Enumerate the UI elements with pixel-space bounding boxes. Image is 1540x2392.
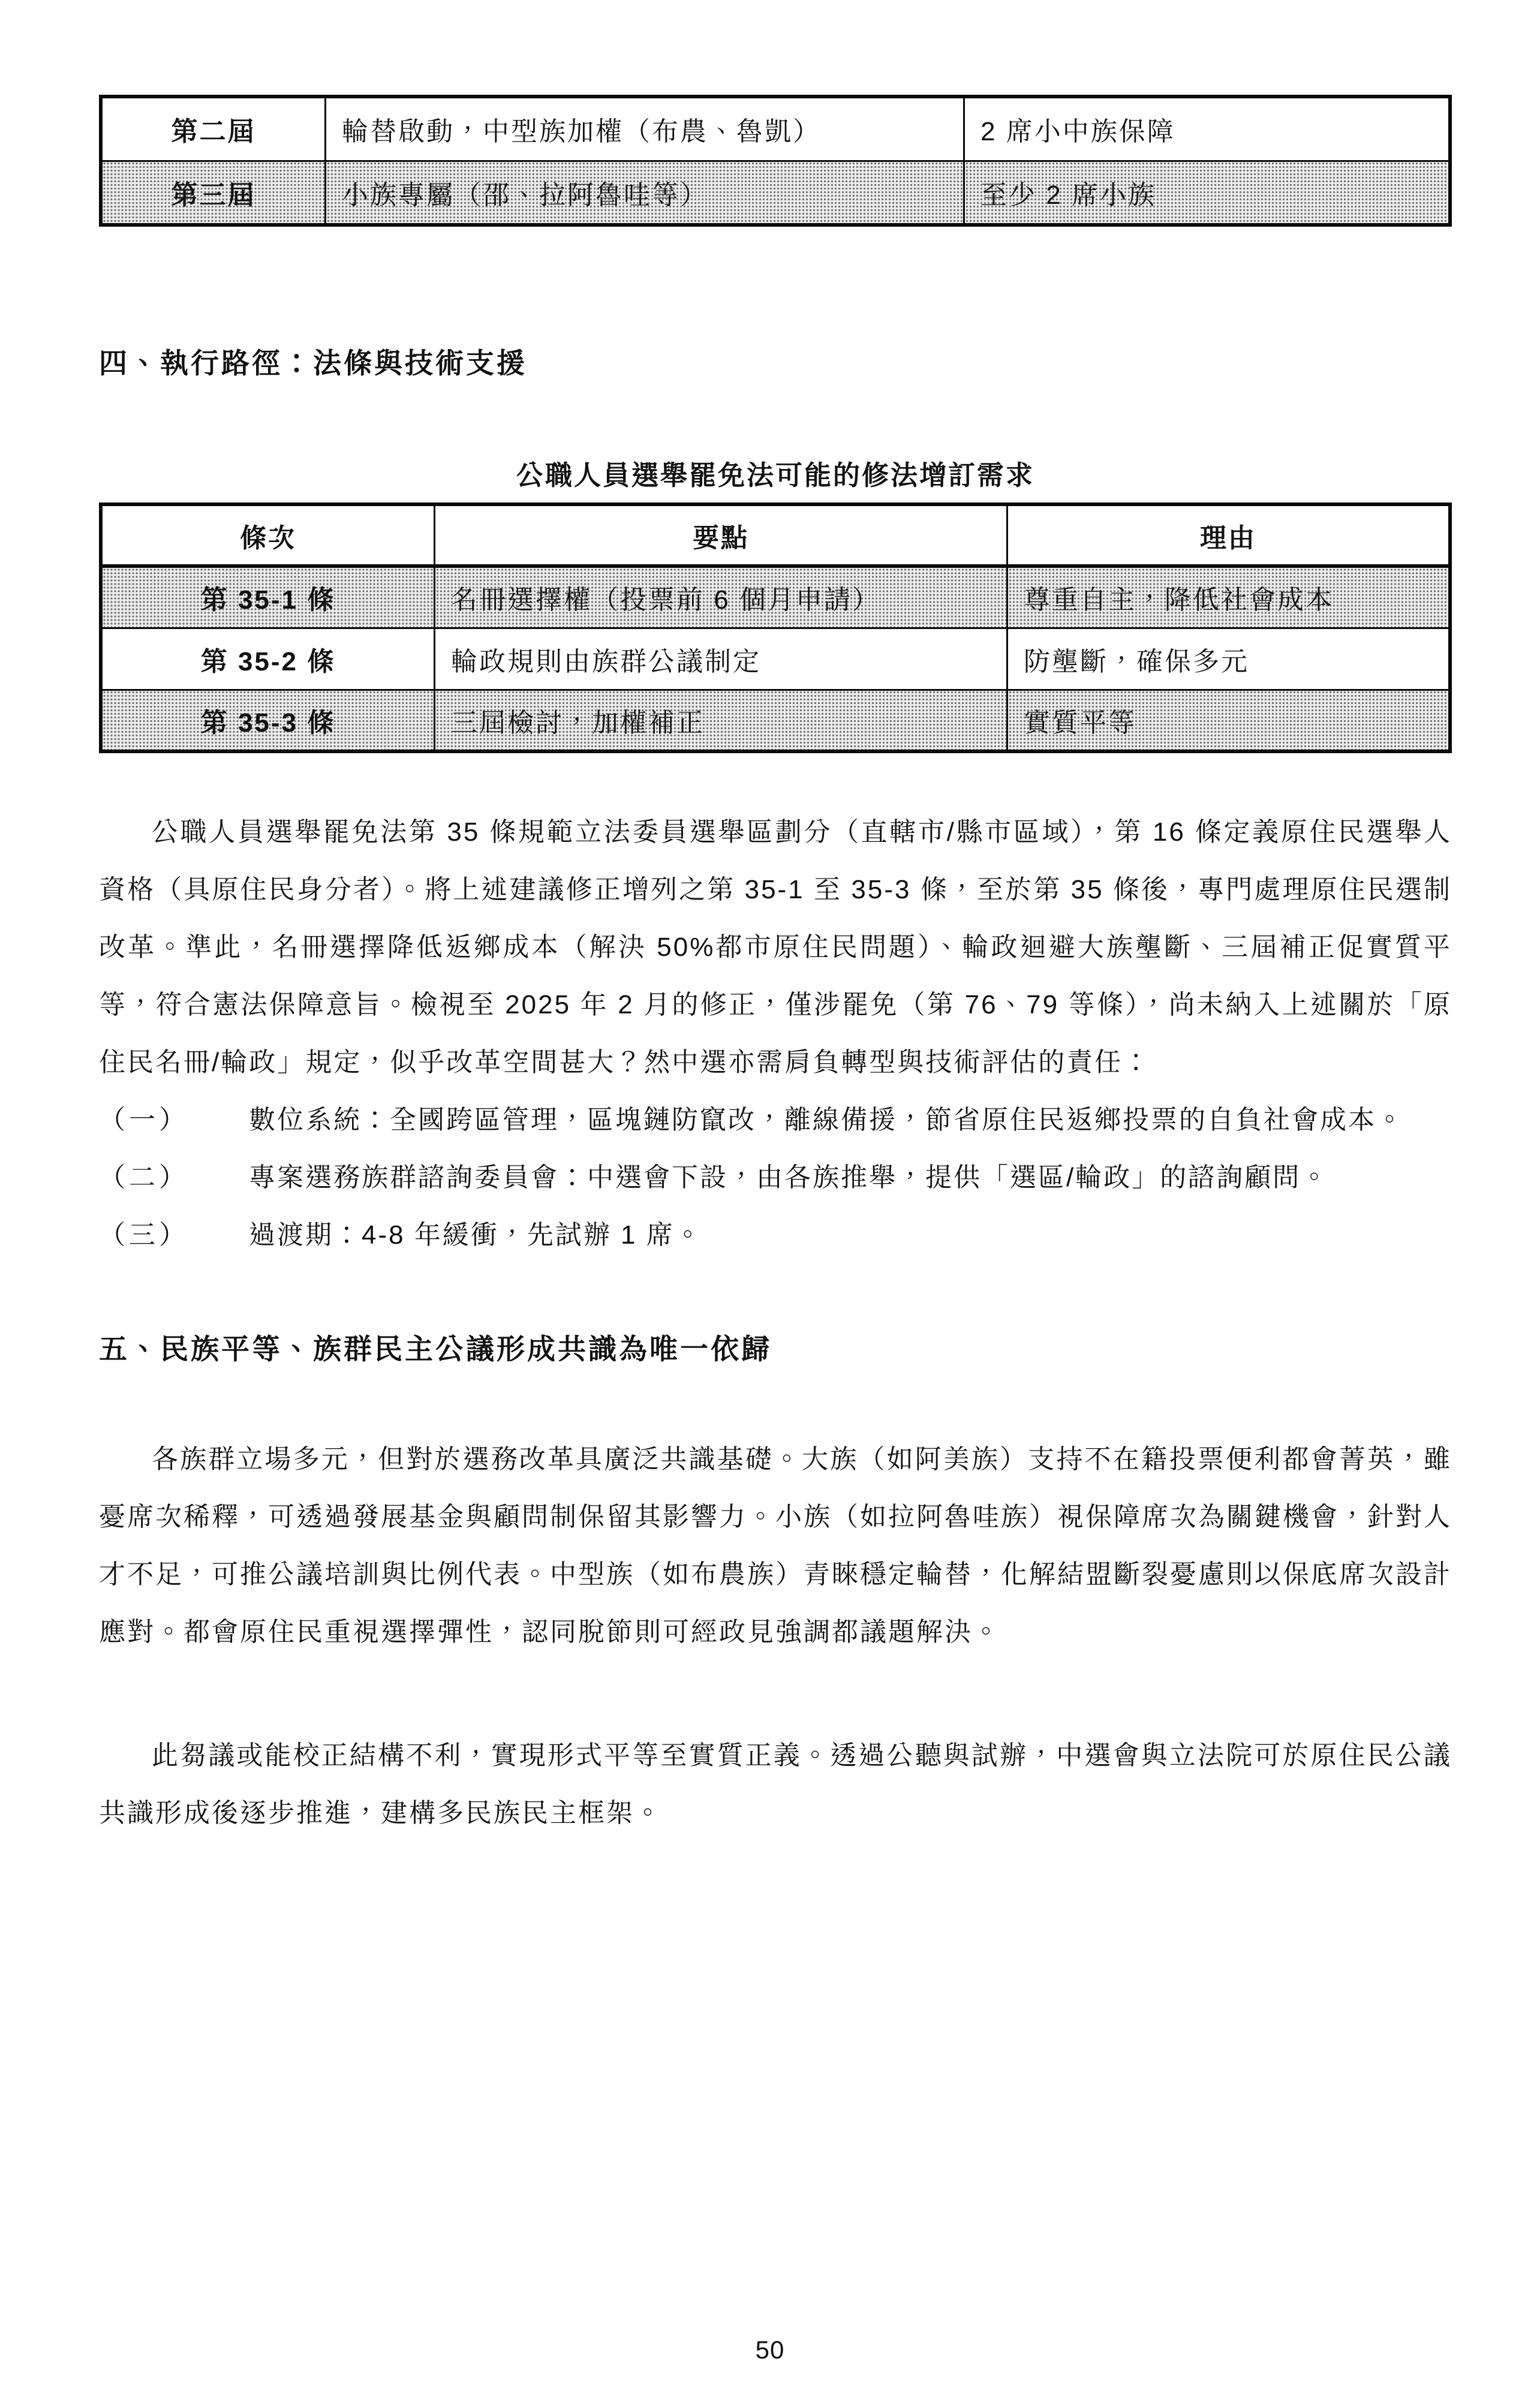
list-item-label: （二） <box>99 1163 189 1192</box>
amendment-table <box>99 503 1452 753</box>
cell-reason: 實質平等 <box>1007 690 1451 751</box>
cell-article: 第 35-3 條 <box>101 690 435 751</box>
section-4-paragraph: 公職人員選舉罷免法第 35 條規範立法委員選舉區劃分（直轄市/縣市區域），第 16 條定義原住民選舉人資格（具原住民身分者）。將上述建議修正增列之第 35-1 至 35-3 條，至於第 35 條後，專門處理原住民選制改革。準此，名冊選擇降低返鄉成本（解決 50%都市原住民問題）、輪政迴避大族壟斷、三屆補正促實質平等，符合憲法保障意旨。檢視至 2025 年 2 月的修正，僅涉罷免（第 76、79 等條），尚未納入上述關於「原住民名冊/輪政」規定，似乎改革空間甚大？然中選亦需肩負轉型與技術評估的責任： <box>99 817 1452 1077</box>
table-row <box>101 566 1450 628</box>
table-cell-term: 第三屆 <box>101 161 326 225</box>
page-number: 50 <box>755 2336 785 2364</box>
cell-keypoint: 名冊選擇權（投票前 6 個月申請） <box>435 566 1007 628</box>
term-seat-table <box>99 95 1452 227</box>
list-item-text: 過渡期：4-8 年緩衝，先試辦 1 席。 <box>249 1220 703 1250</box>
table-cell-guarantee: 至少 2 席小族 <box>964 161 1451 225</box>
list-item-text: 專案選務族群諮詢委員會：中選會下設，由各族推舉，提供「選區/輪政」的諮詢顧問。 <box>249 1163 1330 1192</box>
table-row <box>101 628 1450 690</box>
cell-article: 第 35-1 條 <box>101 566 435 628</box>
table-cell-mechanism: 小族專屬（邵、拉阿魯哇等） <box>326 161 964 225</box>
section-5-heading: 五、民族平等、族群民主公議形成共識為唯一依歸 <box>99 1333 772 1365</box>
list-item-1 <box>99 1091 1452 1149</box>
cell-article: 第 35-2 條 <box>101 628 435 690</box>
section-5-paragraph-2: 此芻議或能校正結構不利，實現形式平等至實質正義。透過公聽與試辦，中選會與立法院可於原住民公議共識形成後逐步推進，建構多民族民主框架。 <box>99 1741 1452 1828</box>
table-cell-mechanism: 輪替啟動，中型族加權（布農、魯凱） <box>326 97 964 161</box>
header-reason: 理由 <box>1007 504 1451 566</box>
list-item-3 <box>99 1206 1452 1264</box>
header-article: 條次 <box>101 504 435 566</box>
list-item-label: （一） <box>99 1105 189 1135</box>
header-keypoint: 要點 <box>435 504 1007 566</box>
section-5-paragraph-1: 各族群立場多元，但對於選務改革具廣泛共識基礎。大族（如阿美族）支持不在籍投票便利都會菁英，雖憂席次稀釋，可透過發展基金與顧問制保留其影響力。小族（如拉阿魯哇族）視保障席次為關鍵機會，針對人才不足，可推公議培訓與比例代表。中型族（如布農族）青睞穩定輪替，化解結盟斷裂憂慮則以保底席次設計應對。都會原住民重視選擇彈性，認同脫節則可經政見強調都議題解決。 <box>99 1445 1452 1647</box>
cell-reason: 尊重自主，降低社會成本 <box>1007 566 1451 628</box>
section-4-heading: 四、執行路徑：法條與技術支援 <box>99 347 527 379</box>
table-header-row <box>101 504 1450 566</box>
table-cell-guarantee: 2 席小中族保障 <box>964 97 1451 161</box>
table-row <box>101 97 1450 161</box>
page-content <box>99 0 1452 1842</box>
cell-keypoint: 輪政規則由族群公議制定 <box>435 628 1007 690</box>
list-item-2 <box>99 1149 1452 1206</box>
list-item-label: （三） <box>99 1220 189 1250</box>
table-row <box>101 161 1450 225</box>
cell-keypoint: 三屆檢討，加權補正 <box>435 690 1007 751</box>
amendment-table-title: 公職人員選舉罷免法可能的修法增訂需求 <box>516 460 1034 491</box>
cell-reason: 防壟斷，確保多元 <box>1007 628 1451 690</box>
table-row <box>101 690 1450 751</box>
list-item-text: 數位系統：全國跨區管理，區塊鏈防竄改，離線備援，節省原住民返鄉投票的自負社會成本。 <box>249 1105 1404 1135</box>
table-cell-term: 第二屆 <box>101 97 326 161</box>
